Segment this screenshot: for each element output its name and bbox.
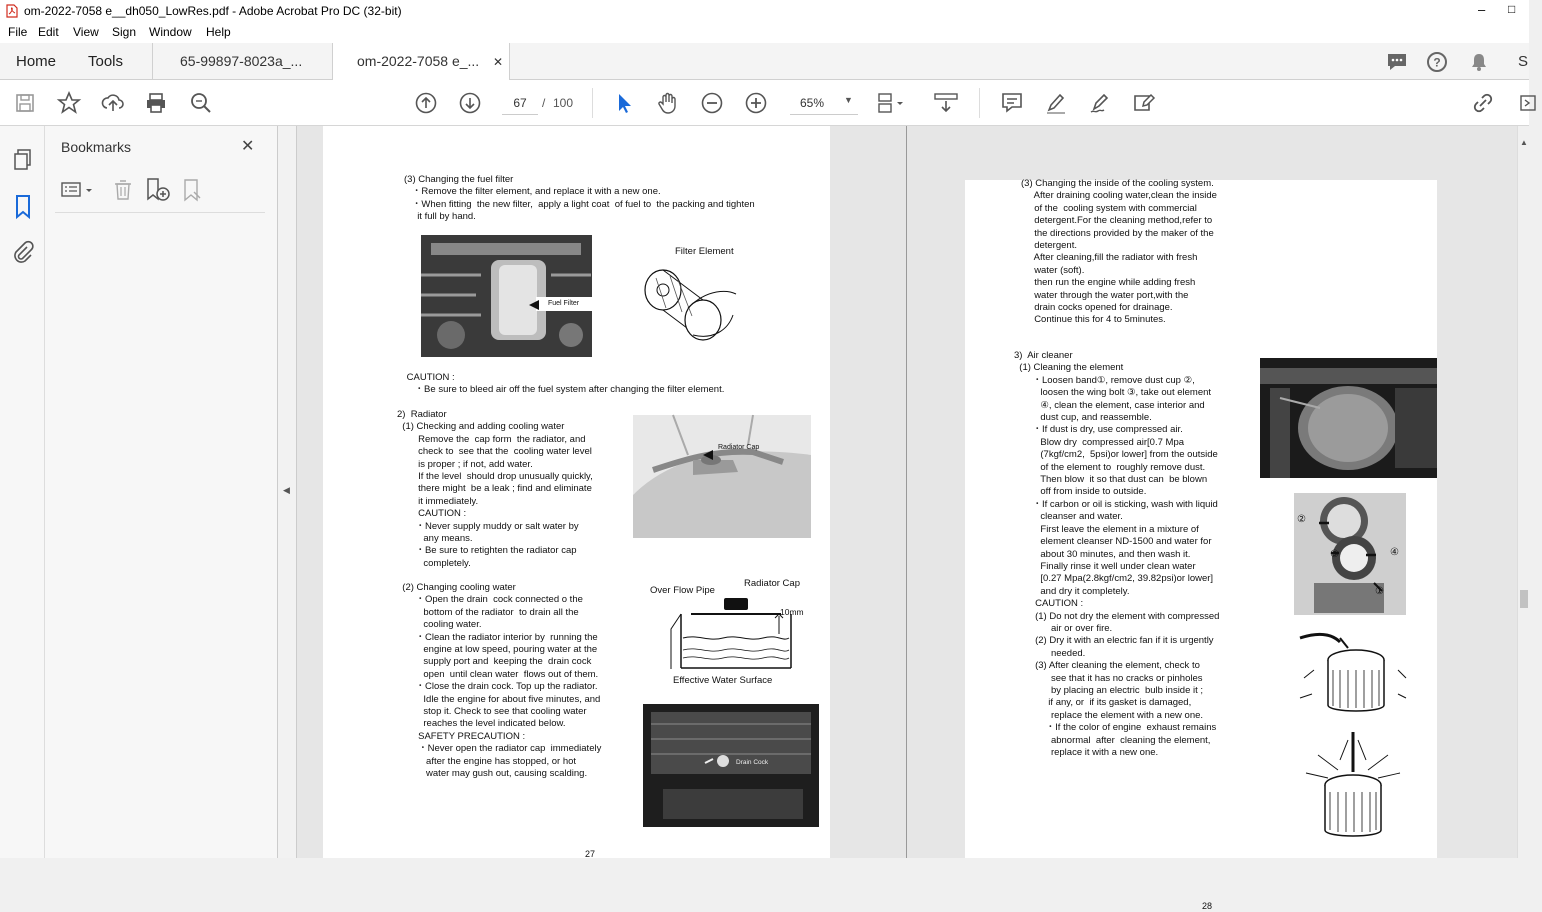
callout-3: ③: [1330, 549, 1339, 560]
page-separator: /: [542, 96, 546, 110]
panel-collapse-bar[interactable]: [278, 126, 297, 858]
save-icon[interactable]: [10, 88, 40, 118]
add-comment-icon[interactable]: [997, 88, 1027, 118]
bookmark-ribbon-icon[interactable]: [13, 194, 33, 220]
tab-divider: [152, 43, 153, 80]
vertical-scrollbar[interactable]: [1517, 126, 1529, 858]
page-total: 100: [553, 96, 574, 110]
zoom-level-value: 65%: [800, 96, 825, 110]
page-number-input[interactable]: 67: [502, 91, 538, 115]
fuel-filter-photo-label: Fuel Filter: [548, 300, 580, 307]
air-cleaner-drawing-2: [1298, 730, 1406, 842]
radiator-diagram: [661, 594, 806, 672]
air-cleaner-photo-1: [1260, 358, 1437, 478]
maximize-button[interactable]: □: [1508, 2, 1516, 16]
help-icon[interactable]: [1426, 51, 1448, 73]
drain-cock-photo-label: Drain Cock: [736, 759, 769, 766]
share-link-icon[interactable]: [1469, 88, 1499, 118]
next-page-icon[interactable]: [455, 88, 485, 118]
page-number-27: 27: [585, 849, 596, 859]
page-number-28: 28: [1202, 901, 1213, 911]
radiator-text: 2) Radiator (1) Checking and adding cooling water Remove the cap form the radiator, and check to see that the cooling water level is proper ; if not, add water. If the level should drop unusually quickly, there might be a leak ; find and eliminate it immediately. CAUTION : ・Never supply muddy or salt water by any means. ・Be sure to retighten the radiator cap completely.: [397, 409, 593, 569]
svg-text:?: ?: [1433, 55, 1441, 70]
scrollbar-thumb[interactable]: [1520, 590, 1528, 608]
cooling-system-text: (3) Changing the inside of the cooling system. After draining cooling water,clean the inside of the cooling system with commercial detergent.For the cleaning method,refer to the directions provided by the maker of the detergent. After cleaning,fill the radiator with fresh water (soft). then run the engine while adding fresh water through the water port,with the drain cocks opened for drainage. Continue this for 4 to 5minutes.: [1021, 178, 1217, 326]
radiator-cap-photo-label: Radiator Cap: [718, 444, 760, 451]
collapse-arrow-icon[interactable]: ◀: [283, 485, 290, 495]
minimize-button[interactable]: –: [1478, 2, 1486, 17]
menu-help[interactable]: Help: [206, 25, 231, 39]
page-display-icon[interactable]: [877, 88, 907, 118]
menu-view[interactable]: View: [73, 25, 99, 39]
ten-mm-label: 10mm: [780, 607, 804, 617]
callout-2: ②: [1297, 514, 1306, 525]
sign-in-label[interactable]: S: [1518, 53, 1529, 70]
tab-home[interactable]: Home: [16, 53, 57, 70]
navigation-rail: [0, 126, 45, 858]
scroll-mode-icon[interactable]: [931, 88, 961, 118]
caution-text: CAUTION : ・Be sure to bleed air off the fuel system after changing the filter element.: [406, 372, 725, 396]
air-cleaner-drawing-1: [1298, 630, 1406, 722]
expand-panel-icon[interactable]: [1512, 88, 1542, 118]
acrobat-logo-icon: [6, 4, 18, 18]
pdf-page-27: [323, 126, 830, 858]
filter-element-label: Filter Element: [675, 246, 734, 257]
notification-bell-icon[interactable]: [1469, 52, 1489, 72]
tab-document-2[interactable]: om-2022-7058 e_...: [357, 53, 480, 69]
tab-tools[interactable]: Tools: [88, 53, 124, 70]
page-thumbnails-icon[interactable]: [12, 148, 34, 172]
fuel-filter-text: (3) Changing the fuel filter ・Remove the filter element, and replace it with a new one. ・When fitting the new filter, apply a light coat of fuel to the packing and tighten it full by hand.: [404, 174, 755, 223]
document-view[interactable]: [297, 126, 1517, 911]
tab-close-button[interactable]: ✕: [493, 55, 504, 69]
air-cleaner-text: 3) Air cleaner (1) Cleaning the element ・Loosen band①, remove dust cup ②, loosen the wing bolt ③, take out element ④, clean the element, case interior and dust cup, and reassemble. ・If dust is dry, use compressed air. Blow dry compressed air[0.7 Mpa (7kgf/cm2, 5psi)or lower] from the outside of the element to roughly remove dust. Then blow it so that dust can be blown off from inside to outside. ・If carbon or oil is sticking, wash with liquid cleanser and water. First leave the element in a mixture of element cleanser ND-1500 and water for about 30 minutes, and then wash it. Finally rinse it well under clean water [0.27 Mpa(2.8kgf/cm2, 39.82psi)or lower] and dry it completely. CAUTION : (1) Do not dry the element with compressed air or over fire. (2) Dry it with an electric fan if it is urgently needed. (3) After cleaning the element, check to see that it has no cracks or pinholes by placing an electric bulb inside it ; if any, or if its gasket is damaged, replace the element with a new one. ・If the color of engine exhaust remains abnormal after cleaning the element, replace it with a new one.: [1014, 350, 1220, 758]
panel-divider: [55, 212, 265, 213]
comment-icon[interactable]: [1386, 52, 1408, 72]
pdf-page-28: [965, 178, 1437, 911]
scroll-up-arrow-icon[interactable]: ▲: [1520, 138, 1528, 147]
zoom-in-icon[interactable]: [741, 88, 771, 118]
zoom-out-icon[interactable]: [697, 88, 727, 118]
callout-4: ④: [1390, 547, 1399, 558]
changing-cooling-water-text: (2) Changing cooling water ・Open the drain cock connected o the bottom of the radiator to drain all the cooling water. ・Clean the radiator interior by running the engine at low speed, pouring water at the supply port and keeping the drain cock open until clean water flows out of them. ・Close the drain cock. Top up the radiator. Idle the engine for about five minutes, and stop it. Check to see that cooling water reaches the level indicated below. SAFETY PRECAUTION : ・Never open the radiator cap immediately after the engine has stopped, or hot water may gush out, causing scalding.: [402, 582, 602, 780]
tab-document-1[interactable]: 65-99897-8023a_...: [180, 53, 303, 69]
overflow-pipe-label: Over Flow Pipe: [650, 585, 715, 596]
attachment-paperclip-icon[interactable]: [11, 240, 35, 266]
menu-file[interactable]: File: [8, 25, 28, 39]
page-spread-divider: [906, 126, 907, 858]
bookmarks-title: Bookmarks: [61, 139, 132, 155]
window-title: om-2022-7058 e__dh050_LowRes.pdf - Adobe Acrobat Pro DC (32-bit): [24, 4, 402, 18]
effective-water-surface-label: Effective Water Surface: [673, 675, 773, 686]
radiator-cap-photo: [633, 415, 811, 538]
tagged-bookmark-icon[interactable]: [182, 178, 204, 202]
menu-bar: [0, 22, 1529, 43]
chevron-down-icon: ▼: [844, 95, 853, 105]
new-bookmark-icon[interactable]: [145, 177, 171, 203]
bookmarks-panel: [45, 126, 278, 858]
menu-window[interactable]: Window: [149, 25, 192, 39]
edit-pdf-icon[interactable]: [1129, 88, 1159, 118]
callout-1: ①: [1375, 586, 1384, 597]
zoom-search-icon[interactable]: [186, 88, 216, 118]
close-panel-button[interactable]: ✕: [241, 138, 255, 155]
hand-tool-icon[interactable]: [653, 88, 683, 118]
title-bar: [0, 0, 1529, 22]
print-icon[interactable]: [141, 88, 171, 118]
toolbar-divider: [979, 88, 980, 118]
delete-bookmark-icon[interactable]: [113, 178, 133, 202]
menu-edit[interactable]: Edit: [38, 25, 59, 39]
fuel-filter-photo: [421, 235, 592, 357]
filter-element-drawing: [638, 260, 738, 346]
previous-page-icon[interactable]: [411, 88, 441, 118]
tab-bar: [0, 43, 1529, 80]
select-tool-icon[interactable]: [609, 88, 639, 118]
bookmark-options-icon[interactable]: [61, 180, 97, 200]
sign-icon[interactable]: [1085, 88, 1115, 118]
zoom-level-select[interactable]: [790, 91, 858, 115]
toolbar-divider: [592, 88, 593, 118]
highlight-pen-icon[interactable]: [1041, 88, 1071, 118]
bookmark-star-icon[interactable]: [54, 88, 84, 118]
menu-sign[interactable]: Sign: [112, 25, 137, 39]
toolbar: [0, 80, 1529, 126]
drain-cock-photo: [643, 704, 819, 827]
radiator-cap-diagram-label: Radiator Cap: [744, 578, 800, 589]
upload-icon[interactable]: [98, 88, 128, 118]
